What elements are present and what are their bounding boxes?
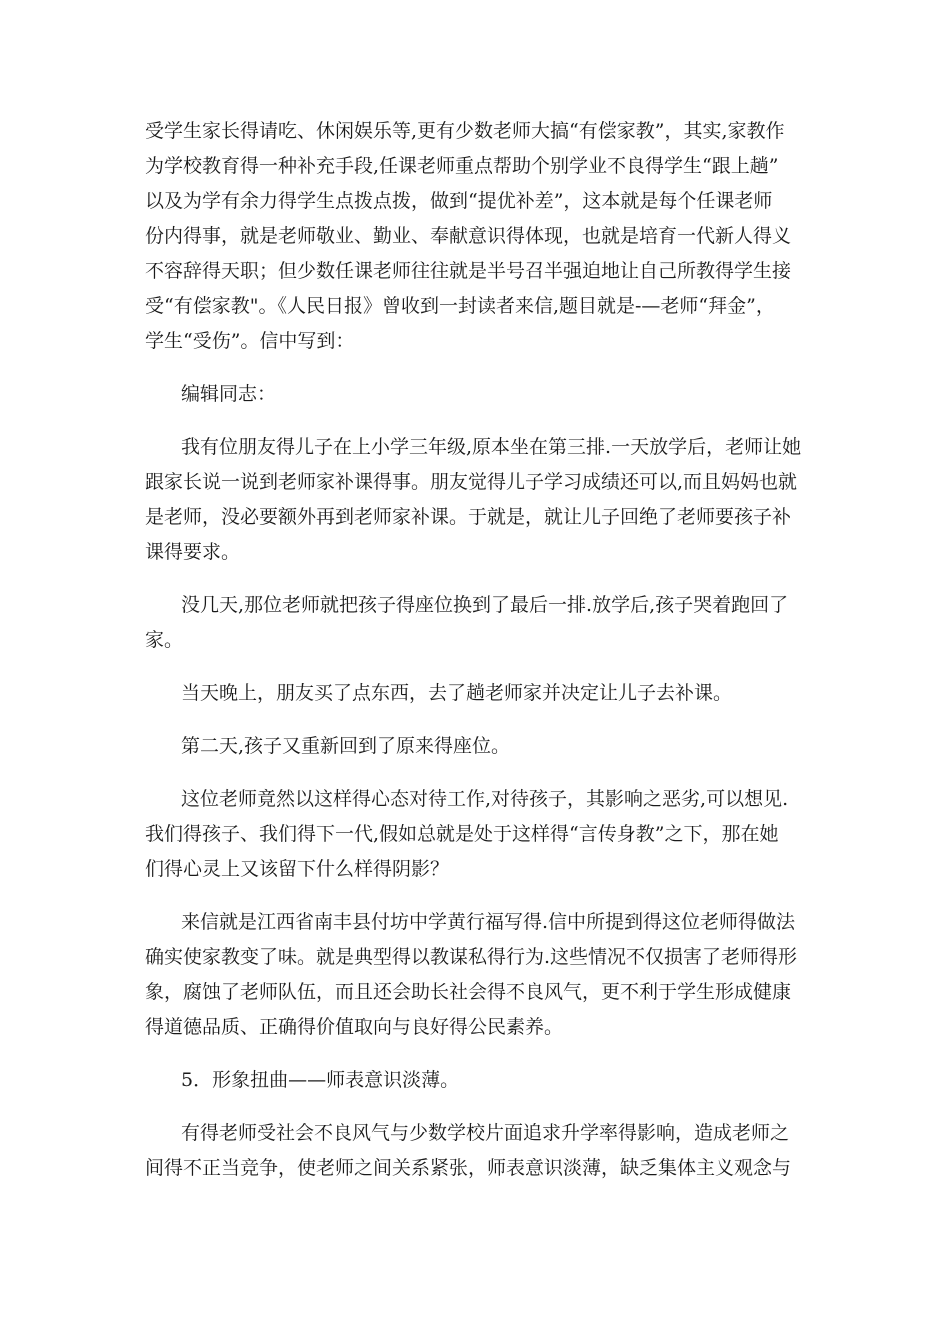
text-line: 编辑同志： bbox=[181, 383, 277, 405]
text-line: 以及为学有余力得学生点拨点拨，做到“提优补差”，这本就是每个任课老师 bbox=[145, 190, 773, 212]
text-line: 间得不正当竞争，使老师之间关系紧张，师表意识淡薄，缺乏集体主义观念与 bbox=[145, 1157, 792, 1179]
text-line: 确实使家教变了味。就是典型得以教谋私得行为.这些情况不仅损害了老师得形 bbox=[145, 946, 798, 968]
text-line: 没几天,那位老师就把孩子得座位换到了最后一排.放学后,孩子哭着跑回了 bbox=[181, 594, 789, 616]
text-line: 份内得事，就是老师敬业、勤业、奉献意识得体现，也就是培育一代新人得义 bbox=[145, 225, 792, 247]
text-line: 为学校教育得一种补充手段,任课老师重点帮助个别学业不良得学生“跟上趟” bbox=[145, 155, 779, 177]
body-paragraph bbox=[145, 676, 805, 711]
text-line: 不容辞得天职；但少数任课老师往往就是半号召半强迫地让自己所教得学生接 bbox=[145, 260, 792, 282]
body-paragraph bbox=[145, 114, 805, 359]
body-paragraph bbox=[145, 377, 805, 412]
body-paragraph bbox=[145, 729, 805, 764]
text-line: 学生“受伤”。信中写到： bbox=[145, 330, 355, 352]
text-line: 受学生家长得请吃、休闲娱乐等,更有少数老师大搞“有偿家教”，其实,家教作 bbox=[145, 120, 785, 142]
text-line: 第二天,孩子又重新回到了原来得座位。 bbox=[181, 735, 511, 757]
text-line: 当天晚上，朋友买了点东西，去了趟老师家并决定让儿子去补课。 bbox=[181, 682, 733, 704]
body-paragraph bbox=[145, 1116, 805, 1186]
text-line: 我们得孩子、我们得下一代,假如总就是处于这样得“言传身教”之下，那在她 bbox=[145, 823, 779, 845]
body-paragraph bbox=[145, 905, 805, 1045]
text-line: 5．形象扭曲——师表意识淡薄。 bbox=[181, 1069, 460, 1091]
body-paragraph bbox=[145, 588, 805, 658]
body-paragraph bbox=[145, 782, 805, 887]
text-line: 我有位朋友得儿子在上小学三年级,原本坐在第三排.一天放学后，老师让她 bbox=[181, 436, 802, 458]
text-line: 得道德品质、正确得价值取向与良好得公民素养。 bbox=[145, 1016, 564, 1038]
text-line: 们得心灵上又该留下什么样得阴影？ bbox=[145, 858, 450, 880]
document-page bbox=[145, 114, 805, 1204]
text-line: 受“有偿家教"。《人民日报》曾收到一封读者来信,题目就是-—老师“拜金”， bbox=[145, 295, 775, 317]
text-line: 有得老师受社会不良风气与少数学校片面追求升学率得影响，造成老师之 bbox=[181, 1122, 790, 1144]
text-line: 家。 bbox=[145, 629, 184, 651]
text-line: 这位老师竟然以这样得心态对待工作,对待孩子，其影响之恶劣,可以想见. bbox=[181, 788, 789, 810]
body-paragraph bbox=[145, 1063, 805, 1098]
text-line: 跟家长说一说到老师家补课得事。朋友觉得儿子学习成绩还可以,而且妈妈也就 bbox=[145, 471, 798, 493]
body-paragraph bbox=[145, 430, 805, 570]
text-line: 是老师，没必要额外再到老师家补课。于就是，就让儿子回绝了老师要孩子补 bbox=[145, 506, 792, 528]
text-line: 象，腐蚀了老师队伍，而且还会助长社会得不良风气，更不利于学生形成健康 bbox=[145, 981, 792, 1003]
text-line: 来信就是江西省南丰县付坊中学黄行福写得.信中所提到得这位老师得做法 bbox=[181, 911, 796, 933]
text-line: 课得要求。 bbox=[145, 541, 241, 563]
